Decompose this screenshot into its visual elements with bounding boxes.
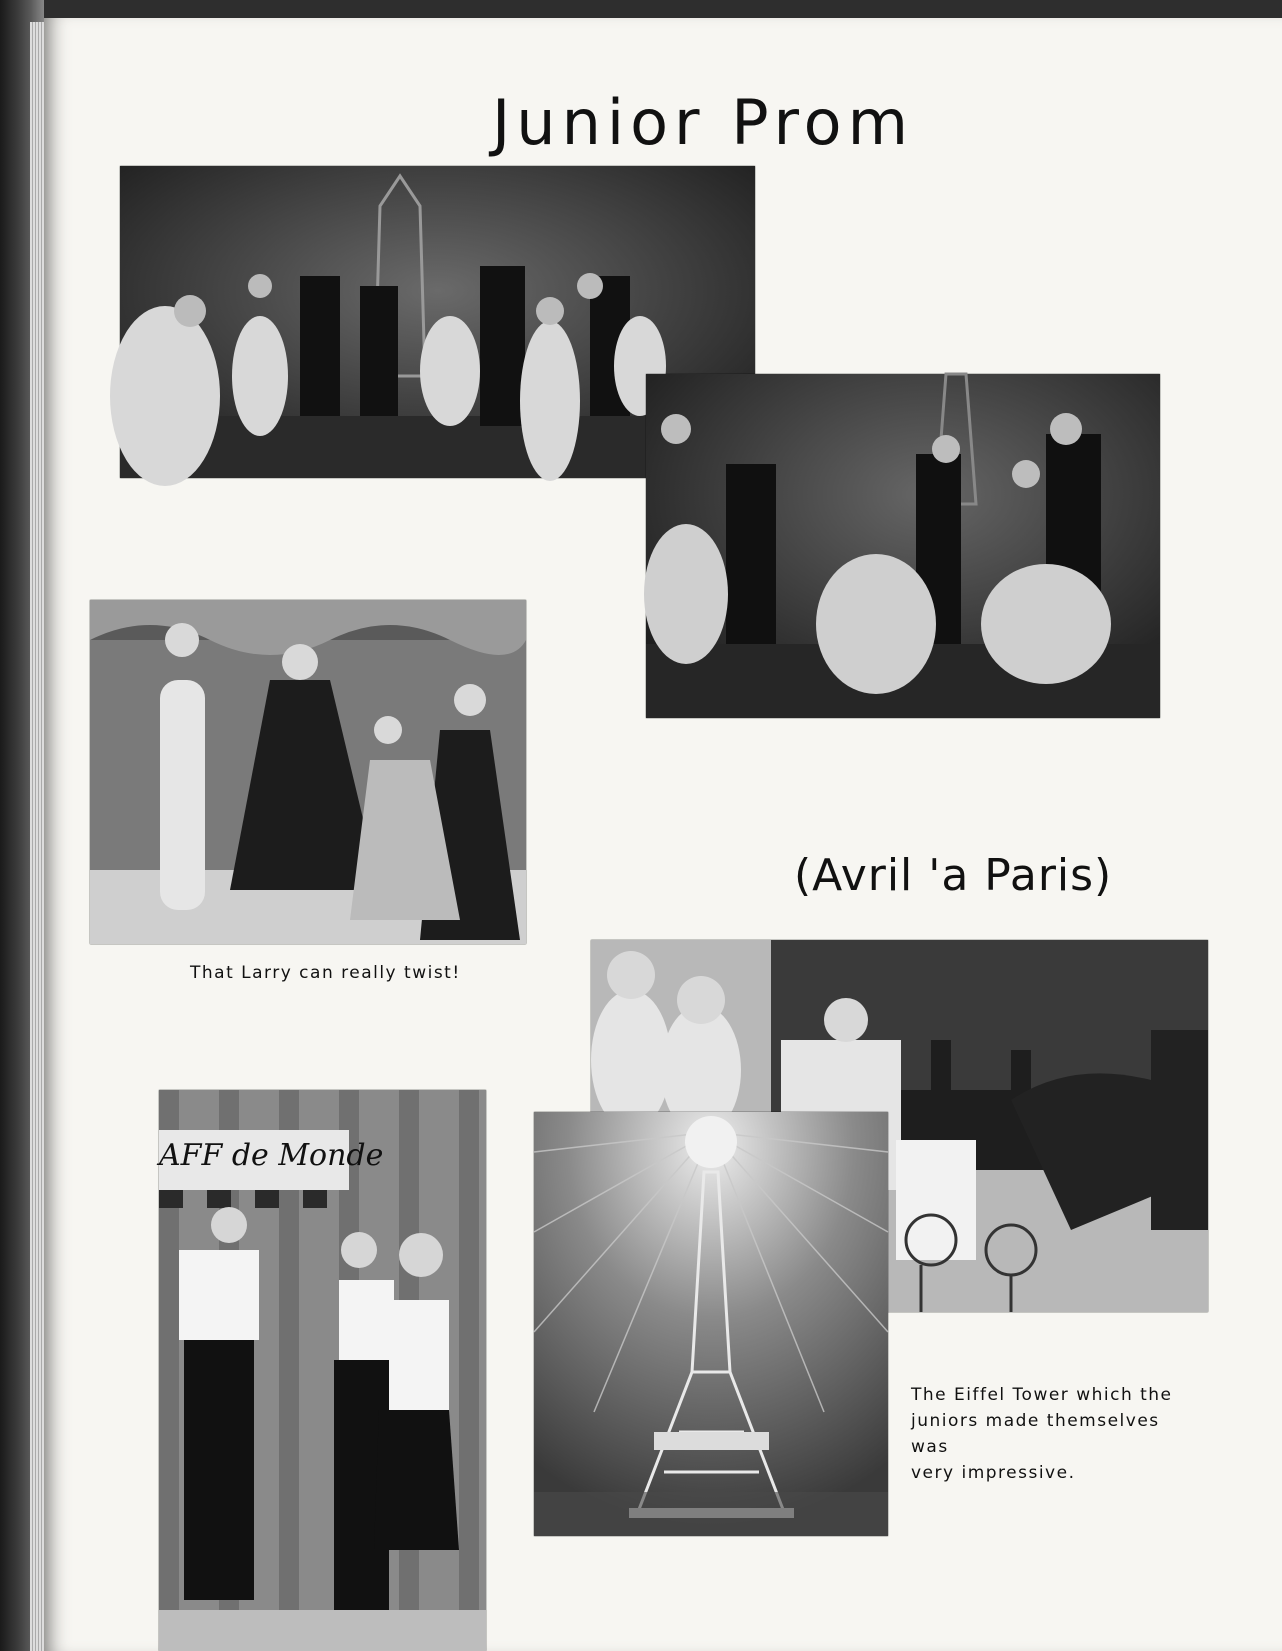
caption-eiffel-line-2: juniors made themselves was bbox=[911, 1411, 1160, 1457]
caption-eiffel-line-3: very impressive. bbox=[911, 1463, 1076, 1483]
page-subtitle: (Avril 'a Paris) bbox=[794, 850, 1113, 901]
page-edges bbox=[30, 22, 44, 1651]
photo-stage-twist-dancers bbox=[90, 600, 526, 944]
photo-cafe-de-monde-stage bbox=[159, 1090, 486, 1651]
caption-eiffel-line-1: The Eiffel Tower which the bbox=[911, 1385, 1173, 1405]
photo-couples-dancing bbox=[646, 374, 1160, 718]
photo-eiffel-tower-decoration bbox=[534, 1112, 888, 1536]
caption-larry-twist: That Larry can really twist! bbox=[190, 963, 461, 983]
stage-sign-text: AFF de Monde bbox=[159, 1138, 384, 1173]
page-title: Junior Prom bbox=[492, 86, 914, 159]
caption-eiffel-tower bbox=[911, 1382, 1201, 1486]
yearbook-page bbox=[44, 18, 1282, 1651]
